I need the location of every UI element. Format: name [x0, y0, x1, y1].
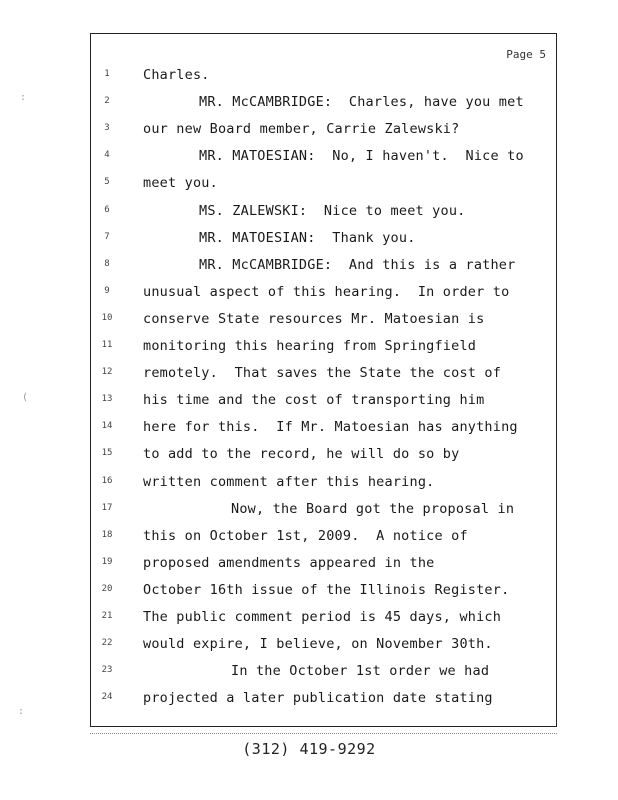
line-number: 9 [104, 285, 110, 296]
line-text: meet you. [143, 175, 218, 192]
line-text: MR. MATOESIAN: No, I haven't. Nice to [199, 148, 524, 165]
transcript-line [91, 636, 556, 663]
line-text: MR. McCAMBRIDGE: And this is a rather [199, 256, 516, 273]
line-number: 17 [101, 502, 113, 513]
line-text: remotely. That saves the State the cost of [143, 365, 502, 382]
footer-phone-number: (312) 419-9292 [242, 740, 376, 758]
transcript-line [91, 474, 556, 501]
transcript-line [91, 555, 556, 582]
transcript-line [91, 528, 556, 555]
transcript-line [91, 501, 556, 528]
line-text: to add to the record, he will do so by [143, 446, 460, 463]
line-text: Now, the Board got the proposal in [231, 500, 515, 517]
line-number: 18 [101, 529, 113, 540]
line-number: 5 [104, 177, 110, 188]
line-number: 8 [104, 258, 110, 269]
line-number: 21 [101, 611, 113, 621]
line-number: 4 [104, 150, 110, 161]
transcript-line [91, 609, 556, 636]
transcript-line [91, 582, 556, 609]
line-text: his time and the cost of transporting him [143, 392, 485, 409]
margin-speck: : [18, 706, 25, 717]
line-number: 10 [101, 312, 113, 323]
line-text: Charles. [143, 67, 210, 83]
line-text: would expire, I believe, on November 30th. [143, 636, 493, 653]
line-text: proposed amendments appeared in the [143, 554, 435, 571]
line-number: 22 [101, 638, 113, 649]
line-text: In the October 1st order we had [231, 663, 490, 680]
line-text: this on October 1st, 2009. A notice of [143, 527, 468, 544]
line-number: 7 [104, 231, 110, 242]
transcript-line [91, 338, 556, 365]
line-number: 12 [101, 367, 113, 378]
transcript-line [91, 365, 556, 392]
transcript-line [91, 311, 556, 338]
line-text: October 16th issue of the Illinois Register. [143, 581, 510, 598]
transcript-line [91, 257, 556, 284]
line-number: 15 [101, 448, 113, 459]
transcript-line [91, 175, 556, 202]
line-number: 11 [101, 340, 113, 350]
margin-speck: : [20, 92, 27, 103]
transcript-line [91, 663, 556, 690]
line-number: 6 [104, 204, 110, 215]
line-text: here for this. If Mr. Matoesian has anything [143, 419, 518, 436]
line-number: 3 [104, 123, 110, 134]
line-number: 14 [101, 421, 113, 432]
transcript-page [90, 33, 557, 727]
line-number: 2 [104, 96, 110, 107]
line-number: 24 [101, 692, 113, 703]
line-text: monitoring this hearing from Springfield [143, 338, 477, 354]
footer-divider [90, 733, 557, 734]
line-text: unusual aspect of this hearing. In order to [143, 283, 510, 300]
line-text: MS. ZALEWSKI: Nice to meet you. [199, 202, 466, 219]
line-number: 23 [101, 665, 113, 676]
line-text: conserve State resources Mr. Matoesian is [143, 310, 485, 327]
page-number: Page 5 [506, 48, 546, 61]
transcript-line [91, 121, 556, 148]
transcript-line [91, 446, 556, 473]
line-number: 13 [101, 394, 113, 405]
transcript-line [91, 284, 556, 311]
line-number: 1 [104, 69, 110, 79]
line-number: 16 [101, 475, 113, 486]
line-text: The public comment period is 45 days, which [143, 609, 502, 625]
line-number: 19 [101, 556, 113, 567]
line-text: our new Board member, Carrie Zalewski? [143, 121, 460, 138]
transcript-line [91, 690, 556, 717]
transcript-line [91, 392, 556, 419]
transcript-line [91, 94, 556, 121]
transcript-line [91, 230, 556, 257]
margin-speck: ( [22, 392, 29, 403]
line-text: projected a later publication date stating [143, 690, 493, 707]
transcript-line [91, 203, 556, 230]
transcript-line [91, 67, 556, 94]
transcript-line [91, 148, 556, 175]
line-text: MR. McCAMBRIDGE: Charles, have you met [199, 94, 524, 111]
line-text: MR. MATOESIAN: Thank you. [199, 229, 416, 246]
line-number: 20 [101, 583, 113, 594]
line-text: written comment after this hearing. [143, 473, 435, 490]
transcript-line [91, 419, 556, 446]
